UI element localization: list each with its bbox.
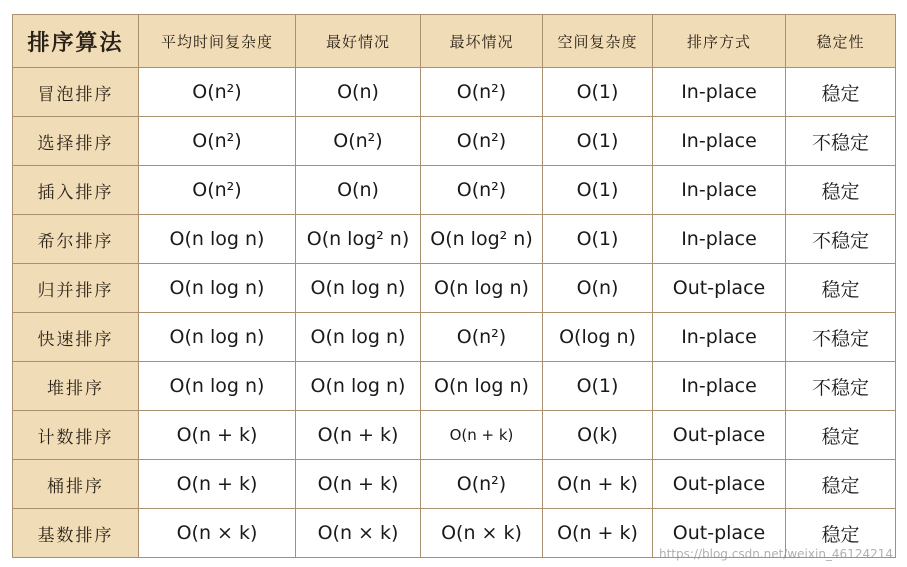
space-cell: O(1) — [543, 166, 653, 215]
stability-cell: 不稳定 — [786, 215, 896, 264]
space-cell: O(k) — [543, 411, 653, 460]
average-time-cell: O(n + k) — [139, 411, 296, 460]
mode-cell: In-place — [653, 68, 786, 117]
mode-cell: Out-place — [653, 460, 786, 509]
stability-cell: 稳定 — [786, 509, 896, 558]
mode-cell: Out-place — [653, 264, 786, 313]
average-time-cell: O(n log n) — [139, 362, 296, 411]
average-time-cell: O(n²) — [139, 117, 296, 166]
worst-case-cell: O(n × k) — [421, 509, 543, 558]
stability-cell: 不稳定 — [786, 362, 896, 411]
average-time-cell: O(n × k) — [139, 509, 296, 558]
worst-case-cell: O(n²) — [421, 166, 543, 215]
algorithm-name: 冒泡排序 — [13, 68, 139, 117]
algorithm-name: 选择排序 — [13, 117, 139, 166]
best-case-cell: O(n log n) — [296, 362, 421, 411]
watermark-url: https://blog.csdn.net/weixin_46124214 — [658, 547, 893, 561]
sorting-complexity-table — [12, 14, 896, 558]
best-case-cell: O(n) — [296, 166, 421, 215]
table-row — [13, 460, 896, 509]
best-case-cell: O(n + k) — [296, 411, 421, 460]
average-time-cell: O(n²) — [139, 68, 296, 117]
best-case-cell: O(n log² n) — [296, 215, 421, 264]
average-time-cell: O(n + k) — [139, 460, 296, 509]
best-case-cell: O(n × k) — [296, 509, 421, 558]
mode-cell: In-place — [653, 313, 786, 362]
header-worst-case: 最坏情况 — [421, 15, 543, 68]
stability-cell: 稳定 — [786, 166, 896, 215]
algorithm-name: 堆排序 — [13, 362, 139, 411]
algorithm-name: 插入排序 — [13, 166, 139, 215]
stability-cell: 不稳定 — [786, 117, 896, 166]
worst-case-cell: O(n²) — [421, 313, 543, 362]
table-row — [13, 313, 896, 362]
space-cell: O(1) — [543, 362, 653, 411]
best-case-cell: O(n²) — [296, 117, 421, 166]
space-cell: O(n) — [543, 264, 653, 313]
mode-cell: In-place — [653, 117, 786, 166]
table-row — [13, 264, 896, 313]
header-mode: 排序方式 — [653, 15, 786, 68]
average-time-cell: O(n log n) — [139, 215, 296, 264]
space-cell: O(n + k) — [543, 509, 653, 558]
stability-cell: 不稳定 — [786, 313, 896, 362]
header-stability: 稳定性 — [786, 15, 896, 68]
table-row — [13, 166, 896, 215]
table-header — [13, 15, 896, 68]
worst-case-cell: O(n²) — [421, 117, 543, 166]
stability-cell: 稳定 — [786, 264, 896, 313]
table-row — [13, 411, 896, 460]
space-cell: O(log n) — [543, 313, 653, 362]
space-cell: O(1) — [543, 117, 653, 166]
algorithm-name: 桶排序 — [13, 460, 139, 509]
stability-cell: 稳定 — [786, 460, 896, 509]
best-case-cell: O(n) — [296, 68, 421, 117]
worst-case-cell: O(n + k) — [421, 411, 543, 460]
worst-case-cell: O(n²) — [421, 460, 543, 509]
mode-cell: In-place — [653, 215, 786, 264]
algorithm-name: 基数排序 — [13, 509, 139, 558]
space-cell: O(1) — [543, 215, 653, 264]
best-case-cell: O(n log n) — [296, 264, 421, 313]
average-time-cell: O(n²) — [139, 166, 296, 215]
space-cell: O(n + k) — [543, 460, 653, 509]
stability-cell: 稳定 — [786, 411, 896, 460]
stability-cell: 稳定 — [786, 68, 896, 117]
table-body — [13, 68, 896, 558]
mode-cell: Out-place — [653, 509, 786, 558]
best-case-cell: O(n log n) — [296, 313, 421, 362]
worst-case-cell: O(n log n) — [421, 362, 543, 411]
header-row — [13, 15, 896, 68]
header-space: 空间复杂度 — [543, 15, 653, 68]
algorithm-name: 归并排序 — [13, 264, 139, 313]
mode-cell: In-place — [653, 166, 786, 215]
table-row — [13, 117, 896, 166]
worst-case-cell: O(n log n) — [421, 264, 543, 313]
algorithm-name: 计数排序 — [13, 411, 139, 460]
header-average-time: 平均时间复杂度 — [139, 15, 296, 68]
best-case-cell: O(n + k) — [296, 460, 421, 509]
algorithm-name: 希尔排序 — [13, 215, 139, 264]
space-cell: O(1) — [543, 68, 653, 117]
mode-cell: In-place — [653, 362, 786, 411]
algorithm-name: 快速排序 — [13, 313, 139, 362]
table-row — [13, 68, 896, 117]
average-time-cell: O(n log n) — [139, 264, 296, 313]
average-time-cell: O(n log n) — [139, 313, 296, 362]
sorting-complexity-table-container — [12, 14, 895, 556]
header-algorithm: 排序算法 — [13, 15, 139, 68]
table-row — [13, 362, 896, 411]
header-best-case: 最好情况 — [296, 15, 421, 68]
table-row — [13, 215, 896, 264]
mode-cell: Out-place — [653, 411, 786, 460]
worst-case-cell: O(n²) — [421, 68, 543, 117]
worst-case-cell: O(n log² n) — [421, 215, 543, 264]
